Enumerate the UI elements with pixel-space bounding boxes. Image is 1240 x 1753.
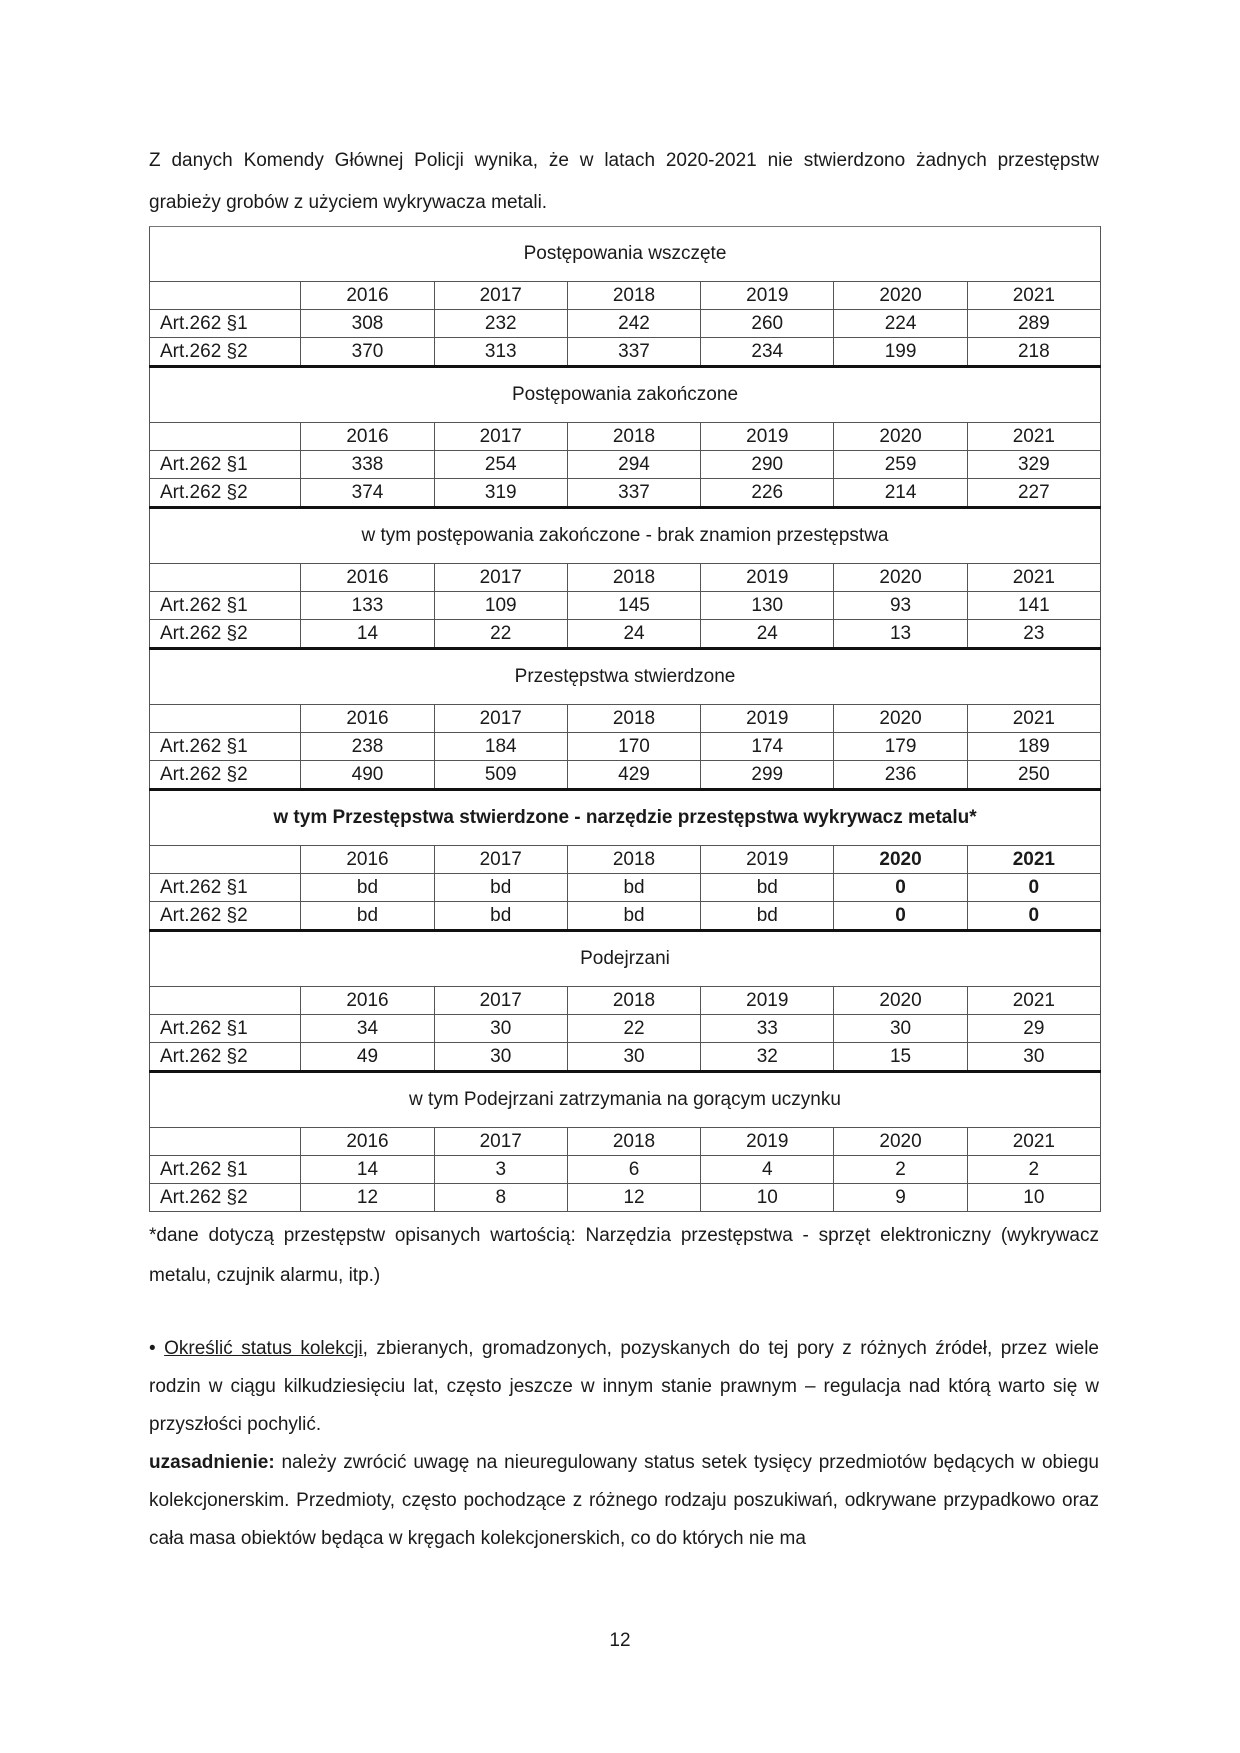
justification-label: uzasadnienie:: [149, 1452, 275, 1473]
value-cell: 9: [834, 1184, 967, 1212]
value-cell: 13: [834, 620, 967, 649]
value-cell: bd: [701, 874, 834, 902]
table-row: [150, 338, 1101, 367]
value-cell: 250: [967, 761, 1100, 790]
section-header-row: [150, 931, 1101, 987]
statistics-table-body: [150, 227, 1101, 1212]
value-cell: 109: [434, 592, 567, 620]
table-row: [150, 451, 1101, 479]
year-header-cell: 2021: [967, 846, 1100, 874]
year-header-cell: 2019: [701, 1128, 834, 1156]
value-cell: 15: [834, 1043, 967, 1072]
year-header-cell: 2018: [567, 1128, 700, 1156]
year-header-cell: 2020: [834, 846, 967, 874]
row-label: Art.262 §1: [150, 451, 301, 479]
year-header-cell: 2018: [567, 423, 700, 451]
row-label: Art.262 §2: [150, 479, 301, 508]
year-header-cell: 2016: [301, 987, 434, 1015]
value-cell: 226: [701, 479, 834, 508]
year-header-cell: 2016: [301, 846, 434, 874]
year-header-cell: 2020: [834, 705, 967, 733]
year-header-cell: 2019: [701, 846, 834, 874]
value-cell: 0: [834, 902, 967, 931]
value-cell: 2: [834, 1156, 967, 1184]
table-row: [150, 1156, 1101, 1184]
row-label: Art.262 §1: [150, 733, 301, 761]
value-cell: 14: [301, 620, 434, 649]
value-cell: 337: [567, 479, 700, 508]
bullet-paragraph: [149, 1330, 1099, 1444]
value-cell: 189: [967, 733, 1100, 761]
value-cell: 130: [701, 592, 834, 620]
section-title: Postępowania wszczęte: [150, 227, 1101, 282]
value-cell: 338: [301, 451, 434, 479]
row-label: Art.262 §2: [150, 761, 301, 790]
empty-cell: [150, 423, 301, 451]
row-label: Art.262 §1: [150, 1015, 301, 1043]
section-title: Podejrzani: [150, 931, 1101, 987]
value-cell: 184: [434, 733, 567, 761]
empty-cell: [150, 846, 301, 874]
table-row: [150, 310, 1101, 338]
bullet-text: zbieranych, gromadzonych, pozyskanych do tej pory z różnych źródeł, przez wiele rodzin w ciągu kilkudziesięciu lat, często jeszcze w innym stanie prawnym – regulacja nad którą warto się w przyszłości pochylić.: [149, 1338, 1099, 1435]
year-header-cell: 2016: [301, 423, 434, 451]
value-cell: 236: [834, 761, 967, 790]
value-cell: 242: [567, 310, 700, 338]
value-cell: 179: [834, 733, 967, 761]
year-header-row: [150, 423, 1101, 451]
table-row: [150, 902, 1101, 931]
year-header-cell: 2020: [834, 987, 967, 1015]
year-header-cell: 2017: [434, 987, 567, 1015]
value-cell: 259: [834, 451, 967, 479]
statistics-table: [149, 226, 1101, 1212]
value-cell: 23: [967, 620, 1100, 649]
empty-cell: [150, 1128, 301, 1156]
year-header-cell: 2016: [301, 282, 434, 310]
page-number: 12: [609, 1630, 631, 1651]
year-header-cell: 2016: [301, 1128, 434, 1156]
empty-cell: [150, 705, 301, 733]
row-label: Art.262 §1: [150, 1156, 301, 1184]
value-cell: 8: [434, 1184, 567, 1212]
value-cell: 0: [967, 874, 1100, 902]
year-header-cell: 2018: [567, 564, 700, 592]
row-label: Art.262 §2: [150, 620, 301, 649]
empty-cell: [150, 282, 301, 310]
year-header-cell: 2016: [301, 705, 434, 733]
value-cell: 30: [434, 1015, 567, 1043]
section-title: w tym Przestępstwa stwierdzone - narzędzie przestępstwa wykrywacz metalu*: [150, 790, 1101, 846]
year-header-cell: 2017: [434, 1128, 567, 1156]
value-cell: 10: [967, 1184, 1100, 1212]
year-header-cell: 2019: [701, 987, 834, 1015]
value-cell: 174: [701, 733, 834, 761]
value-cell: 227: [967, 479, 1100, 508]
year-header-cell: 2017: [434, 282, 567, 310]
value-cell: 170: [567, 733, 700, 761]
year-header-cell: 2019: [701, 705, 834, 733]
table-row: [150, 761, 1101, 790]
value-cell: 29: [967, 1015, 1100, 1043]
year-header-cell: 2021: [967, 1128, 1100, 1156]
year-header-row: [150, 987, 1101, 1015]
year-header-cell: 2020: [834, 423, 967, 451]
year-header-cell: 2021: [967, 423, 1100, 451]
value-cell: 218: [967, 338, 1100, 367]
section-header-row: [150, 508, 1101, 564]
value-cell: bd: [301, 874, 434, 902]
section-header-row: [150, 790, 1101, 846]
value-cell: 232: [434, 310, 567, 338]
table-row: [150, 733, 1101, 761]
value-cell: 2: [967, 1156, 1100, 1184]
year-header-row: [150, 282, 1101, 310]
value-cell: 238: [301, 733, 434, 761]
value-cell: 33: [701, 1015, 834, 1043]
value-cell: 294: [567, 451, 700, 479]
year-header-cell: 2017: [434, 705, 567, 733]
empty-cell: [150, 564, 301, 592]
row-label: Art.262 §1: [150, 310, 301, 338]
value-cell: 30: [834, 1015, 967, 1043]
section-title: Przestępstwa stwierdzone: [150, 649, 1101, 705]
value-cell: 509: [434, 761, 567, 790]
value-cell: 145: [567, 592, 700, 620]
value-cell: bd: [567, 902, 700, 931]
value-cell: 14: [301, 1156, 434, 1184]
table-row: [150, 1015, 1101, 1043]
value-cell: bd: [434, 902, 567, 931]
value-cell: 34: [301, 1015, 434, 1043]
section-title: Postępowania zakończone: [150, 367, 1101, 423]
value-cell: 429: [567, 761, 700, 790]
value-cell: 32: [701, 1043, 834, 1072]
year-header-cell: 2019: [701, 423, 834, 451]
year-header-cell: 2017: [434, 423, 567, 451]
value-cell: 337: [567, 338, 700, 367]
value-cell: 308: [301, 310, 434, 338]
section-header-row: [150, 227, 1101, 282]
value-cell: 234: [701, 338, 834, 367]
year-header-cell: 2019: [701, 282, 834, 310]
year-header-cell: 2019: [701, 564, 834, 592]
year-header-cell: 2021: [967, 987, 1100, 1015]
value-cell: bd: [434, 874, 567, 902]
year-header-cell: 2020: [834, 564, 967, 592]
value-cell: 0: [834, 874, 967, 902]
year-header-cell: 2020: [834, 1128, 967, 1156]
year-header-row: [150, 564, 1101, 592]
section-header-row: [150, 649, 1101, 705]
table-row: [150, 479, 1101, 508]
year-header-cell: 2021: [967, 705, 1100, 733]
value-cell: 141: [967, 592, 1100, 620]
value-cell: bd: [301, 902, 434, 931]
value-cell: 290: [701, 451, 834, 479]
year-header-cell: 2018: [567, 846, 700, 874]
value-cell: bd: [567, 874, 700, 902]
value-cell: 93: [834, 592, 967, 620]
intro-paragraph: Z danych Komendy Głównej Policji wynika, że w latach 2020-2021 nie stwierdzono żadnych przestępstw grabieży grobów z użyciem wykrywacza metali.: [149, 150, 1099, 213]
value-cell: 199: [834, 338, 967, 367]
bullet-marker: •: [149, 1338, 156, 1359]
value-cell: 3: [434, 1156, 567, 1184]
table-row: [150, 874, 1101, 902]
year-header-row: [150, 846, 1101, 874]
year-header-cell: 2018: [567, 282, 700, 310]
year-header-row: [150, 1128, 1101, 1156]
value-cell: 4: [701, 1156, 834, 1184]
section-header-row: [150, 367, 1101, 423]
bullet-section: [149, 1330, 1099, 1558]
value-cell: 370: [301, 338, 434, 367]
bullet-underlined-text: Określić status kolekcji,: [164, 1338, 368, 1359]
value-cell: 214: [834, 479, 967, 508]
year-header-cell: 2017: [434, 846, 567, 874]
value-cell: 0: [967, 902, 1100, 931]
justification-paragraph: [149, 1444, 1099, 1558]
value-cell: 254: [434, 451, 567, 479]
value-cell: 24: [701, 620, 834, 649]
year-header-cell: 2018: [567, 987, 700, 1015]
value-cell: 490: [301, 761, 434, 790]
year-header-cell: 2018: [567, 705, 700, 733]
table-row: [150, 620, 1101, 649]
value-cell: 224: [834, 310, 967, 338]
value-cell: 22: [434, 620, 567, 649]
value-cell: 10: [701, 1184, 834, 1212]
section-title: w tym Podejrzani zatrzymania na gorącym uczynku: [150, 1072, 1101, 1128]
value-cell: 24: [567, 620, 700, 649]
value-cell: 319: [434, 479, 567, 508]
value-cell: 30: [434, 1043, 567, 1072]
row-label: Art.262 §1: [150, 592, 301, 620]
year-header-cell: 2016: [301, 564, 434, 592]
value-cell: 30: [967, 1043, 1100, 1072]
value-cell: 6: [567, 1156, 700, 1184]
value-cell: 299: [701, 761, 834, 790]
table-row: [150, 1043, 1101, 1072]
value-cell: 260: [701, 310, 834, 338]
year-header-cell: 2021: [967, 564, 1100, 592]
row-label: Art.262 §1: [150, 874, 301, 902]
year-header-row: [150, 705, 1101, 733]
value-cell: 30: [567, 1043, 700, 1072]
row-label: Art.262 §2: [150, 1043, 301, 1072]
value-cell: 289: [967, 310, 1100, 338]
document-page: [149, 140, 1099, 1558]
footnote: *dane dotyczą przestępstw opisanych wartością: Narzędzia przestępstwa - sprzęt elektroniczny (wykrywacz metalu, czujnik alarmu, itp.): [149, 1225, 1099, 1286]
section-header-row: [150, 1072, 1101, 1128]
empty-cell: [150, 987, 301, 1015]
value-cell: 313: [434, 338, 567, 367]
row-label: Art.262 §2: [150, 338, 301, 367]
year-header-cell: 2021: [967, 282, 1100, 310]
year-header-cell: 2017: [434, 564, 567, 592]
value-cell: 329: [967, 451, 1100, 479]
value-cell: 49: [301, 1043, 434, 1072]
table-row: [150, 592, 1101, 620]
value-cell: 12: [567, 1184, 700, 1212]
row-label: Art.262 §2: [150, 1184, 301, 1212]
value-cell: 133: [301, 592, 434, 620]
year-header-cell: 2020: [834, 282, 967, 310]
section-title: w tym postępowania zakończone - brak znamion przestępstwa: [150, 508, 1101, 564]
justification-text: należy zwrócić uwagę na nieuregulowany status setek tysięcy przedmiotów będących w obiegu kolekcjonerskim. Przedmioty, często pochodzące z różnego rodzaju poszukiwań, odkrywane przypadkowo oraz cała masa obiektów będąca w kręgach kolekcjonerskich, co do których nie ma: [149, 1452, 1099, 1549]
value-cell: 22: [567, 1015, 700, 1043]
value-cell: 374: [301, 479, 434, 508]
value-cell: 12: [301, 1184, 434, 1212]
value-cell: bd: [701, 902, 834, 931]
row-label: Art.262 §2: [150, 902, 301, 931]
table-row: [150, 1184, 1101, 1212]
